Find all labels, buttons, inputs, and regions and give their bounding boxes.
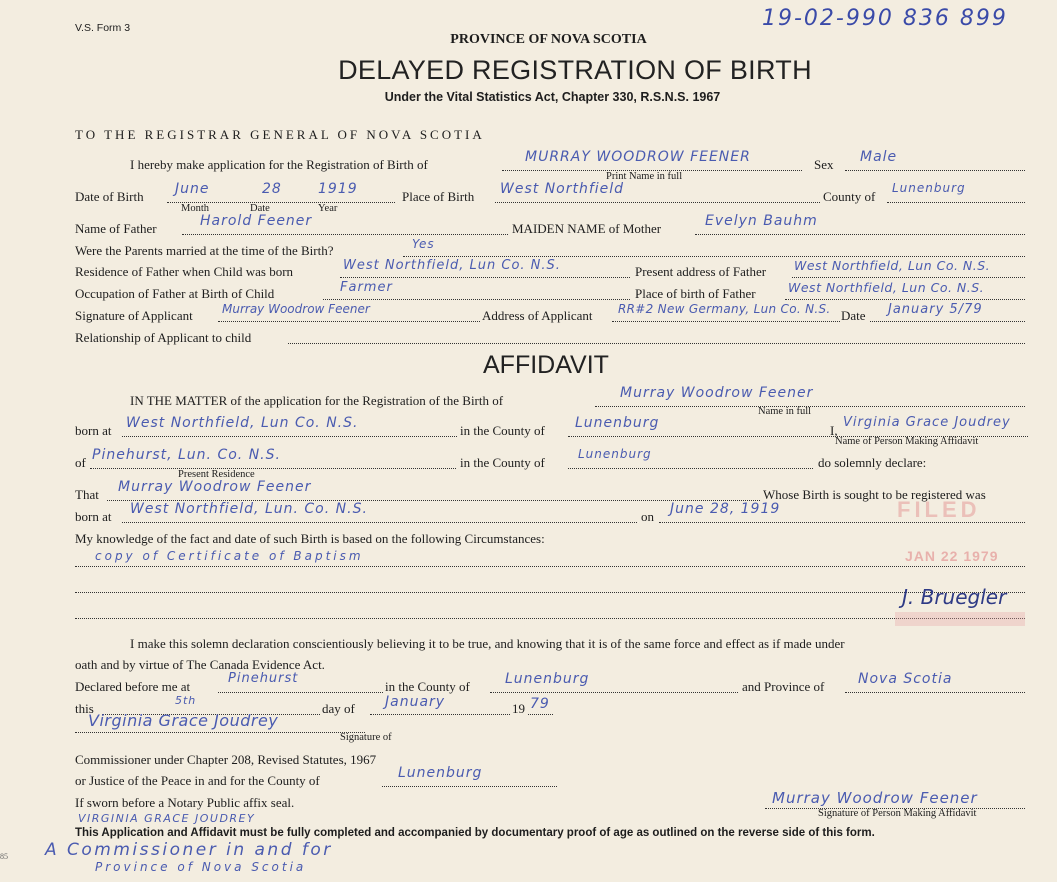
addr-applicant-label: Address of Applicant — [482, 308, 593, 323]
intro-label: I hereby make application for the Registration of Birth of — [130, 157, 428, 172]
born-at-label-2: born at — [75, 509, 112, 524]
print-name-caption: Print Name in full — [606, 171, 683, 182]
province-value: Nova Scotia — [858, 671, 953, 687]
place-line — [495, 202, 820, 203]
in-county-label-2: in the County of — [460, 455, 545, 470]
notary-label: If sworn before a Notary Public affix seal. — [75, 795, 295, 810]
present-res-caption: Present Residence — [178, 469, 255, 480]
this-label: this — [75, 701, 94, 716]
affiant-caption: Name of Person Making Affidavit — [835, 436, 979, 447]
sex-label: Sex — [814, 157, 834, 172]
date-line — [870, 321, 1025, 322]
mother-value: Evelyn Bauhm — [705, 213, 818, 229]
father-label: Name of Father — [75, 221, 157, 236]
county-2-value: Lunenburg — [578, 447, 652, 461]
county-value: Lunenburg — [892, 181, 966, 195]
justice-line — [382, 786, 557, 787]
form-number: V.S. Form 3 — [75, 22, 131, 34]
dob-year-value: 1919 — [318, 181, 358, 197]
circumstances-line-1 — [75, 566, 1025, 567]
relationship-line — [288, 343, 1025, 344]
married-line — [403, 256, 1025, 257]
declaration-line-1: I make this solemn declaration conscientiously believing it to be true, and knowing that it is of the same force and effect as if made under — [130, 636, 845, 651]
born-at-line — [122, 436, 457, 437]
commissioner-label: Commissioner under Chapter 208, Revised Statutes, 1967 — [75, 752, 377, 767]
circumstances-value: copy of Certificate of Baptism — [95, 549, 364, 563]
that-value: Murray Woodrow Feener — [118, 479, 312, 495]
on-label: on — [641, 509, 654, 524]
date-label: Date — [841, 308, 866, 323]
addr-applicant-value: RR#2 New Germany, Lun Co. N.S. — [618, 302, 831, 316]
registrar-signature: J. Bruegler — [902, 585, 1007, 609]
declared-value: Pinehurst — [228, 671, 299, 686]
filed-stamp: FILED — [897, 497, 981, 522]
signature-of-caption: Signature of — [340, 732, 392, 743]
declared-label: Declared before me at — [75, 679, 191, 694]
sex-value: Male — [860, 149, 898, 165]
date-value: January 5/79 — [888, 302, 983, 317]
mother-label: MAIDEN NAME of Mother — [512, 221, 662, 236]
knowledge-label: My knowledge of the fact and date of such Birth is based on the following Circumstances: — [75, 531, 545, 546]
month-value: January — [385, 694, 446, 710]
matter-label: IN THE MATTER of the application for the Registration of the Birth of — [130, 393, 504, 408]
mother-line — [695, 234, 1025, 235]
birthplace-father-value: West Northfield, Lun Co. N.S. — [788, 280, 985, 295]
county-line — [887, 202, 1025, 203]
commissioner-title-line-2: Province of Nova Scotia — [95, 860, 307, 874]
present-addr-line — [792, 277, 1025, 278]
commissioner-sig-line — [75, 732, 365, 733]
province-line — [845, 692, 1025, 693]
dob-month-value: June — [175, 181, 210, 197]
year-line — [528, 714, 553, 715]
affidavit-heading: AFFIDAVIT — [483, 351, 609, 379]
commissioner-name-stamp: VIRGINIA GRACE JOUDREY — [78, 812, 256, 825]
circumstances-line-2 — [75, 592, 1025, 593]
commissioner-title-line-1: A Commissioner in and for — [45, 840, 333, 860]
applicant-signature: Murray Woodrow Feener — [222, 302, 370, 316]
sex-line — [845, 170, 1025, 171]
in-county-label-1: in the County of — [460, 423, 545, 438]
in-county-label-3: in the County of — [385, 679, 470, 694]
birthplace-father-label: Place of birth of Father — [635, 286, 756, 301]
county-label: County of — [823, 189, 876, 204]
applicant-name-value: MURRAY WOODROW FEENER — [525, 149, 751, 165]
birthplace-father-line — [785, 299, 1025, 300]
county-3-line — [490, 692, 738, 693]
present-addr-label: Present address of Father — [635, 264, 767, 279]
married-value: Yes — [412, 237, 435, 251]
month-line — [370, 714, 510, 715]
justice-label: or Justice of the Peace in and for the County of — [75, 773, 320, 788]
father-line — [182, 234, 508, 235]
occupation-line — [323, 299, 630, 300]
to-registrar-line: TO THE REGISTRAR GENERAL OF NOVA SCOTIA — [75, 127, 485, 142]
margin-code: 85 — [0, 852, 8, 861]
form-subtitle: Under the Vital Statistics Act, Chapter 330, R.S.N.S. 1967 — [384, 90, 721, 104]
born-at-2-value: West Northfield, Lun. Co. N.S. — [130, 501, 368, 517]
file-number: 19-02-990 836 899 — [762, 6, 1008, 31]
form-title: DELAYED REGISTRATION OF BIRTH — [338, 55, 812, 85]
res-father-line — [340, 277, 630, 278]
stamp-smudge — [895, 612, 1025, 626]
affiant-sig-caption: Signature of Person Making Affidavit — [818, 808, 977, 819]
that-label: That — [75, 487, 99, 502]
of-label: of — [75, 455, 86, 470]
signature-line — [218, 321, 480, 322]
on-value: June 28, 1919 — [670, 501, 781, 517]
married-label: Were the Parents married at the time of the Birth? — [75, 243, 334, 258]
county-2-line — [568, 468, 813, 469]
year-value: 79 — [530, 696, 550, 712]
commissioner-signature: Virginia Grace Joudrey — [88, 711, 279, 730]
county-3-value: Lunenburg — [505, 671, 590, 687]
signature-label: Signature of Applicant — [75, 308, 193, 323]
province-label: and Province of — [742, 679, 825, 694]
occupation-value: Farmer — [340, 280, 393, 295]
declared-line — [218, 692, 383, 693]
father-value: Harold Feener — [200, 213, 313, 229]
dob-date-value: 28 — [262, 181, 282, 197]
declare-label: do solemnly declare: — [818, 455, 927, 470]
born-at-value: West Northfield, Lun Co. N.S. — [126, 415, 359, 431]
circumstances-line-3 — [75, 618, 1025, 619]
year-prefix: 19 — [512, 701, 525, 716]
month-caption: Month — [181, 203, 210, 214]
county-1-value: Lunenburg — [575, 415, 660, 431]
whose-birth-label: Whose Birth is sought to be registered was — [763, 487, 986, 502]
present-addr-value: West Northfield, Lun Co. N.S. — [794, 258, 991, 273]
place-value: West Northfield — [500, 181, 625, 197]
of-line — [90, 468, 456, 469]
justice-value: Lunenburg — [398, 765, 483, 781]
born-at-2-line — [122, 522, 637, 523]
year-caption: Year — [318, 203, 338, 214]
day-value: 5th — [175, 694, 197, 707]
filed-stamp-date: JAN 22 1979 — [905, 548, 999, 564]
footer-note: This Application and Affidavit must be fully completed and accompanied by documentary proof of age as outlined on the reverse side of this form. — [75, 827, 875, 839]
name-full-caption: Name in full — [758, 406, 812, 417]
declaration-line-2: oath and by virtue of The Canada Evidence Act. — [75, 657, 325, 672]
addr-applicant-line — [612, 321, 840, 322]
affiant-signature: Murray Woodrow Feener — [772, 789, 978, 807]
date-caption: Date — [250, 203, 270, 214]
occupation-label: Occupation of Father at Birth of Child — [75, 286, 275, 301]
born-at-label: born at — [75, 423, 112, 438]
res-father-label: Residence of Father when Child was born — [75, 264, 294, 279]
affiant-name-value: Virginia Grace Joudrey — [843, 415, 1011, 430]
matter-value: Murray Woodrow Feener — [620, 385, 814, 401]
of-value: Pinehurst, Lun. Co. N.S. — [92, 447, 281, 463]
day-of-label: day of — [322, 701, 355, 716]
res-father-value: West Northfield, Lun Co. N.S. — [343, 258, 561, 273]
province-heading: PROVINCE OF NOVA SCOTIA — [450, 32, 647, 47]
dob-label: Date of Birth — [75, 189, 144, 204]
i-label: I, — [830, 423, 838, 438]
relationship-label: Relationship of Applicant to child — [75, 330, 252, 345]
place-label: Place of Birth — [402, 189, 475, 204]
